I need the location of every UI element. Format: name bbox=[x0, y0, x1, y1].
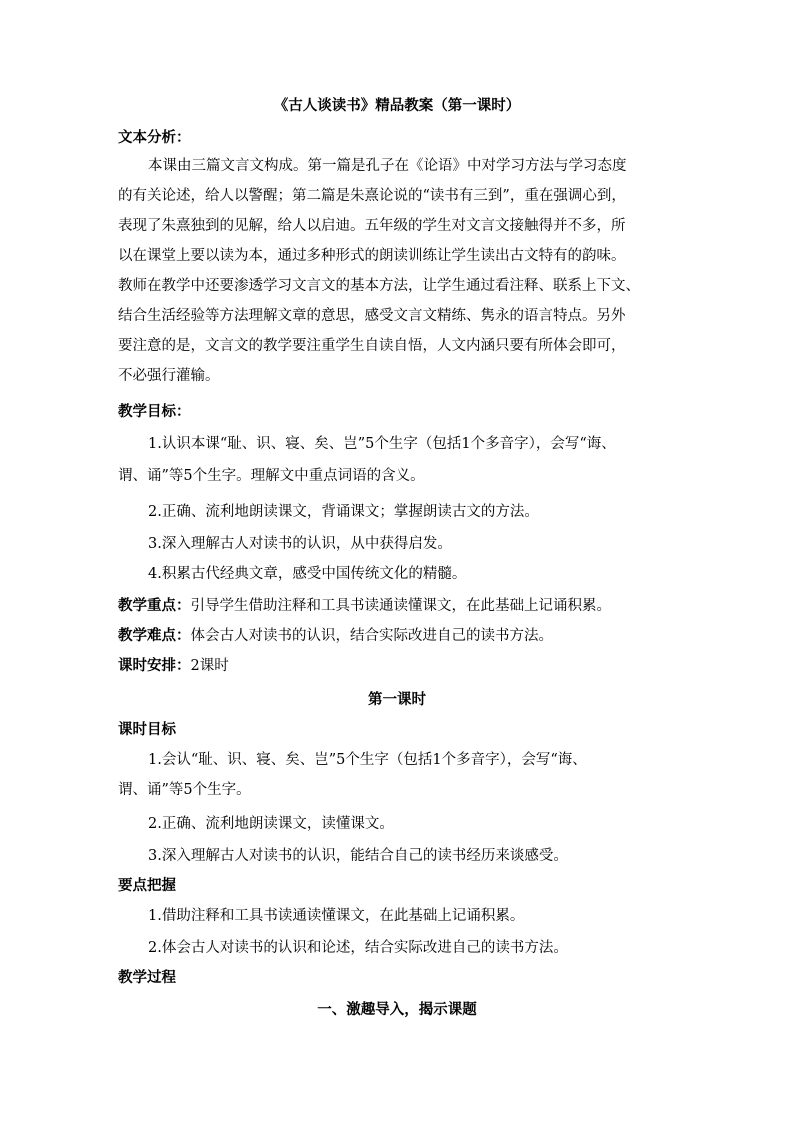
analysis-line: 以在课堂上要以读为本，通过多种形式的朗读训练让学生读出古文特有的韵味。 bbox=[118, 248, 626, 264]
goals-heading: 教学目标： bbox=[118, 403, 191, 420]
difficulty bbox=[118, 626, 678, 646]
lesson-goal-item: 3.深入理解古人对读书的认识，能结合自己的读书经历来谈感受。 bbox=[148, 848, 568, 864]
document-title: 《古人谈读书》精品教案（第一课时） bbox=[273, 97, 521, 114]
lesson-goals-heading: 课时目标 bbox=[118, 721, 176, 738]
analysis-line: 要注意的是，文言文的教学要注重学生自读自悟，人文内涵只要有所体会即可， bbox=[118, 338, 626, 354]
analysis-line: 本课由三篇文言文构成。第一篇是孔子在《论语》中对学习方法与学习态度 bbox=[148, 158, 627, 174]
analysis-line: 不必强行灌输。 bbox=[118, 368, 220, 384]
lesson-goal-item: 谓、诵”等5个生字。 bbox=[118, 782, 251, 798]
key-point bbox=[118, 596, 678, 616]
key-point-text: 引导学生借助注释和工具书读通读懂课文，在此基础上记诵积累。 bbox=[190, 598, 611, 614]
key-grasp-item: 1.借助注释和工具书读通读懂课文，在此基础上记诵积累。 bbox=[148, 908, 525, 924]
analysis-line: 教师在教学中还要渗透学习文言文的基本方法，让学生通过看注释、联系上下文、 bbox=[118, 278, 640, 294]
process-section-heading: 一、激趣导入，揭示课题 bbox=[317, 1001, 477, 1018]
difficulty-text: 体会古人对读书的认识，结合实际改进自己的读书方法。 bbox=[190, 628, 553, 644]
goal-item: 2.正确、流利地朗读课文，背诵课文；掌握朗读古文的方法。 bbox=[148, 504, 539, 520]
analysis-heading: 文本分析： bbox=[118, 129, 191, 146]
goal-item: 3.深入理解古人对读书的认识，从中获得启发。 bbox=[148, 536, 452, 552]
goal-item: 1.认识本课“耻、识、寝、矣、岂”5个生字（包括1个多音字），会写“诲、 bbox=[148, 436, 616, 452]
key-point-label: 教学重点： bbox=[118, 597, 191, 614]
key-grasp-heading: 要点把握 bbox=[118, 877, 176, 894]
schedule bbox=[118, 656, 678, 676]
lesson-goal-item: 1.会认“耻、识、寝、矣、岂”5个生字（包括1个多音字），会写“诲、 bbox=[148, 752, 587, 768]
analysis-line: 的有关论述，给人以警醒；第二篇是朱熹论说的“读书有三到”，重在强调心到， bbox=[118, 188, 626, 204]
difficulty-label: 教学难点： bbox=[118, 627, 191, 644]
goal-item: 谓、诵”等5个生字。理解文中重点词语的含义。 bbox=[118, 468, 425, 484]
analysis-line: 表现了朱熹独到的见解，给人以启迪。五年级的学生对文言文接触得并不多，所 bbox=[118, 218, 626, 234]
goal-item: 4.积累古代经典文章，感受中国传统文化的精髓。 bbox=[148, 566, 467, 582]
analysis-line: 结合生活经验等方法理解文章的意思，感受文言文精练、隽永的语言特点。另外 bbox=[118, 308, 626, 324]
process-heading: 教学过程 bbox=[118, 969, 176, 986]
schedule-label: 课时安排： bbox=[118, 657, 191, 674]
schedule-text: 2课时 bbox=[190, 658, 229, 674]
key-grasp-item: 2.体会古人对读书的认识和论述，结合实际改进自己的读书方法。 bbox=[148, 940, 568, 956]
lesson-heading: 第一课时 bbox=[368, 691, 426, 708]
lesson-goal-item: 2.正确、流利地朗读课文，读懂课文。 bbox=[148, 816, 394, 832]
